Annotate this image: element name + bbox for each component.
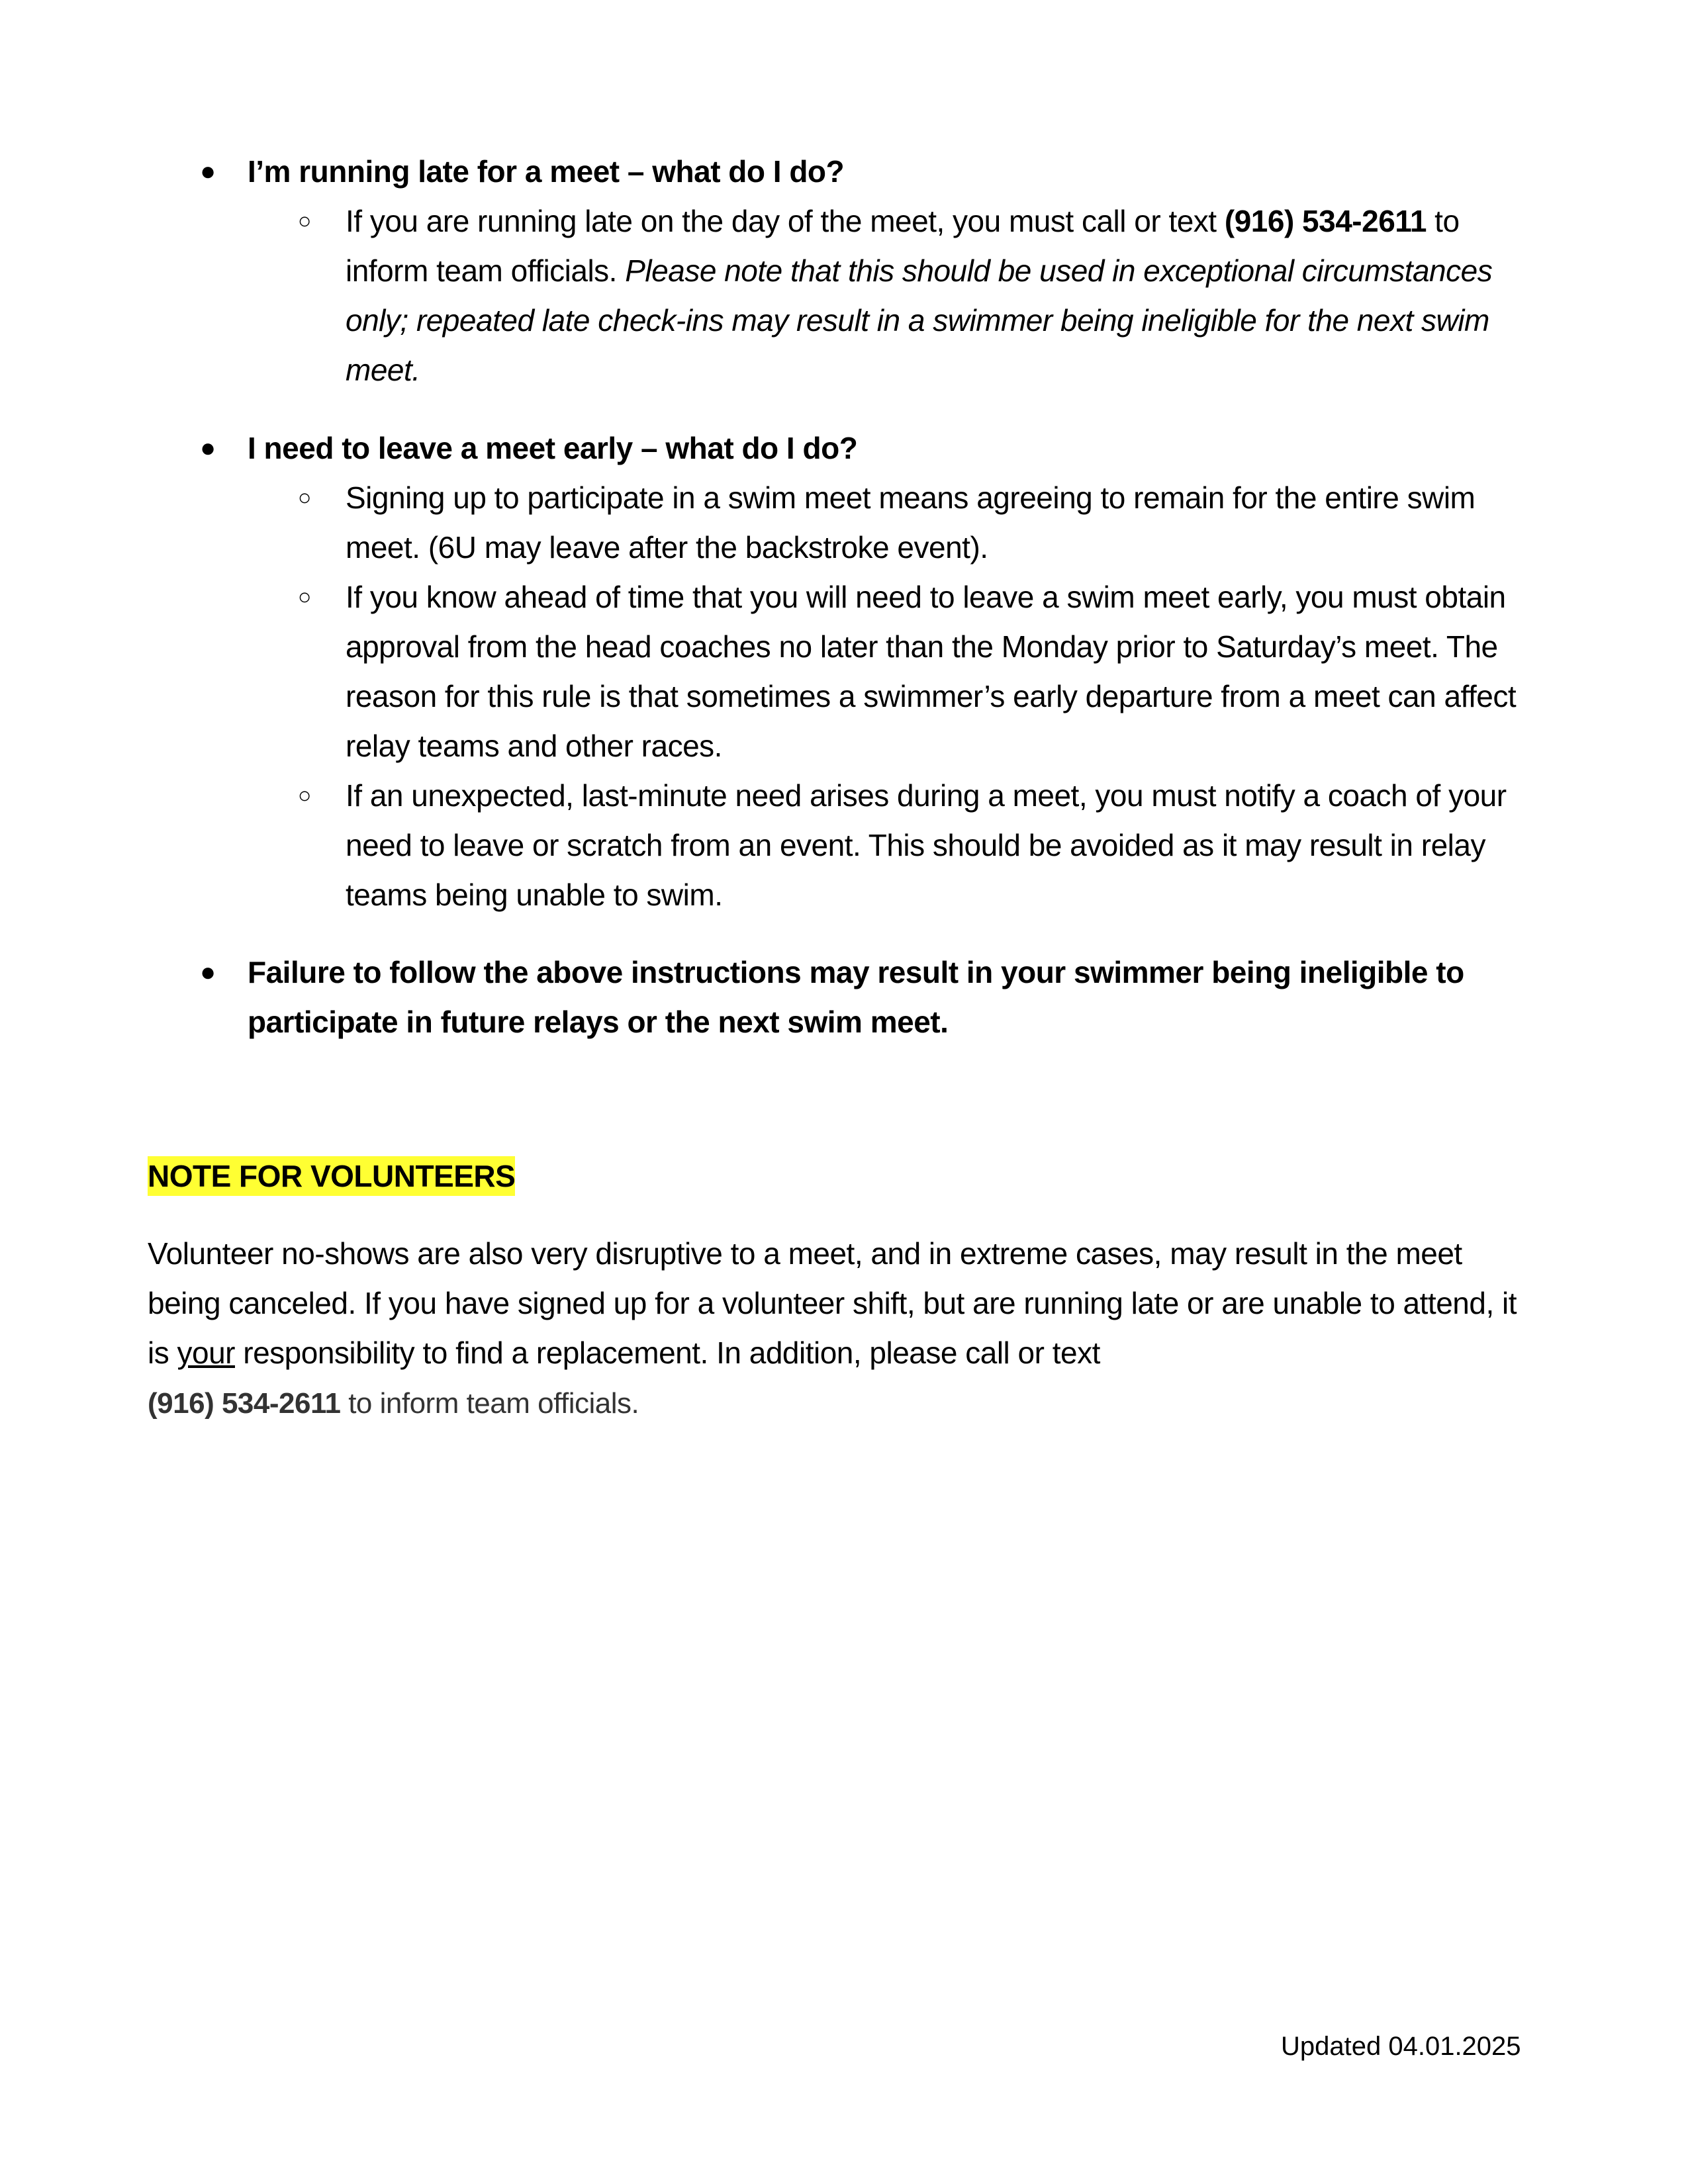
hollow-bullet-icon: ○ xyxy=(298,208,312,234)
emphasis-text: your xyxy=(177,1336,235,1370)
bullet-icon: ● xyxy=(200,433,216,463)
highlighted-heading: NOTE FOR VOLUNTEERS xyxy=(148,1156,515,1196)
answer-text: If you are running late on the day of the meet, you must call or text xyxy=(346,204,1225,238)
paragraph-text: responsibility to find a replacement. In addition, please call or text xyxy=(234,1336,1100,1370)
paragraph-text: Volunteer no-shows are also very disruptive to a meet, and in extreme cases, may result in the meet being canceled. If you have signed up for a volunteer shift, but are running late or are unable to attend, it is xyxy=(148,1236,1517,1370)
faq-answer xyxy=(298,572,1536,771)
bullet-icon: ● xyxy=(200,157,216,186)
faq-heading: I’m running late for a meet – what do I do? xyxy=(248,154,845,189)
answer-text: If an unexpected, last-minute need arises during a meet, you must notify a coach of your need to leave or scratch from an event. This should be avoided as it may result in relay teams being unable to swim. xyxy=(346,778,1507,912)
hollow-bullet-icon: ○ xyxy=(298,485,312,510)
answer-text: to inform team officials. xyxy=(346,204,1460,288)
paragraph-text: to inform team officials. xyxy=(340,1387,639,1420)
hollow-bullet-icon: ○ xyxy=(298,584,312,610)
hollow-bullet-icon: ○ xyxy=(298,783,312,808)
answer-text: If you know ahead of time that you will need to leave a swim meet early, you must obtain approval from the head coaches no later than the Monday prior to Saturday’s meet. The reason for this rule is that sometimes a swimmer’s early departure from a meet can affect relay teams and other races. xyxy=(346,580,1517,763)
phone-number: (916) 534-2611 xyxy=(148,1387,341,1420)
answer-text: Signing up to participate in a swim meet means agreeing to remain for the entire swim meet. (6U may leave after the backstroke event). xyxy=(346,480,1476,565)
volunteers-heading xyxy=(148,1152,515,1201)
faq-answer xyxy=(298,197,1536,395)
faq-answer xyxy=(298,771,1536,920)
bullet-icon: ● xyxy=(200,958,216,987)
updated-date: Updated 04.01.2025 xyxy=(1281,2032,1521,2061)
faq-answer xyxy=(298,473,1536,572)
faq-heading: I need to leave a meet early – what do I do? xyxy=(248,431,858,465)
warning-text: Failure to follow the above instructions may result in your swimmer being ineligible to participate in future relays or the next swim meet. xyxy=(248,955,1464,1039)
phone-number: (916) 534-2611 xyxy=(1224,204,1427,238)
volunteers-paragraph xyxy=(148,1229,1531,1428)
answer-note: Please note that this should be used in exceptional circumstances only; repeated late check-ins may result in a swimmer being ineligible for the next swim meet. xyxy=(346,253,1493,387)
